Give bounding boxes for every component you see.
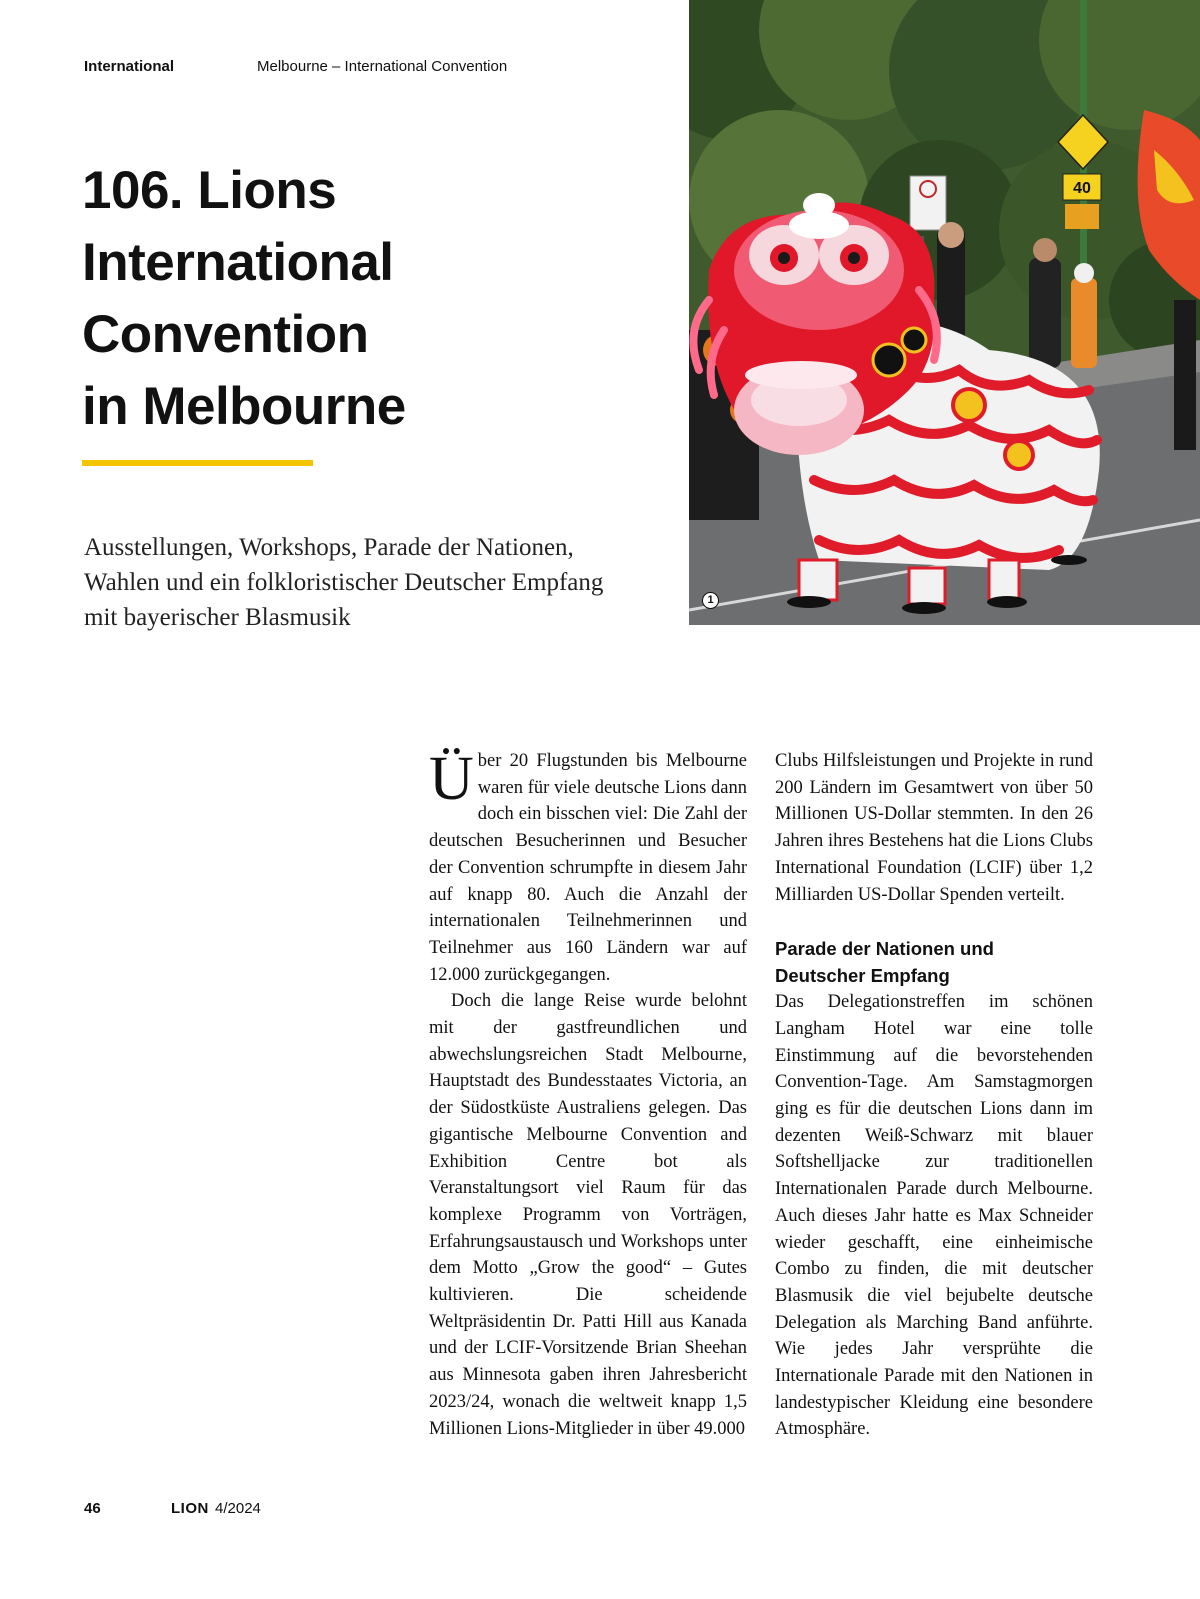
drop-cap: Ü: [429, 745, 474, 813]
accent-rule: [82, 460, 313, 466]
lion-dance-photo: [689, 0, 1200, 625]
article-title: [82, 155, 642, 443]
title-line: 106. Lions: [82, 161, 337, 220]
lead-line: Ausstellungen, Workshops, Parade der Nationen,: [84, 534, 574, 561]
magazine-name: LION: [171, 1500, 209, 1517]
title-line: Convention: [82, 305, 369, 364]
lead-text: [84, 530, 664, 635]
title-line: in Melbourne: [82, 377, 406, 436]
subheading-line: Parade der Nationen und: [775, 938, 994, 960]
issue-number: 4/2024: [215, 1500, 261, 1517]
body-paragraph-text: ber 20 Flugstunden bis Melbourne waren für viele deutsche Lions dann doch ein bisschen viel: Die Zahl der deutschen Besucherinnen und Besucher der Convention schrumpfte in diesem Jahr auf knapp 80. Auch die Anzahl der internationalen Teilnehmerinnen und Teilnehmer aus 160 Ländern war auf 12.000 zurückgegangen.: [429, 751, 747, 985]
page-number: 46: [84, 1500, 101, 1517]
speed-sign-text: 40: [1073, 180, 1091, 197]
title-line: International: [82, 233, 394, 292]
lead-line: mit bayerischer Blasmusik: [84, 604, 351, 631]
section-subheading: [775, 935, 1093, 989]
section-label: International: [84, 58, 175, 75]
body-column-2: [775, 748, 1093, 1443]
body-paragraph: [429, 745, 747, 988]
body-paragraph: Clubs Hilfsleistungen und Projekte in rund 200 Ländern im Gesamtwert von über 50 Millionen US-Dollar stemmten. In den 26 Jahren ihres Bestehens hat die Lions Clubs International Foundation (LCIF) über 1,2 Milliarden US-Dollar Spenden verteilt.: [775, 751, 1093, 905]
photo-number-badge: 1: [702, 592, 719, 609]
body-column-1: [429, 745, 747, 1442]
body-paragraph: Doch die lange Reise wurde belohnt mit der gastfreundlichen und abwechslungsreichen Stadt Melbourne, Hauptstadt des Bundesstaates Victoria, an der Südostküste Australiens gelegen. Das gigantische Melbourne Convention and Exhibition Centre bot als Veranstaltungsort viel Raum für das komplexe Programm von Vorträgen, Erfahrungsaustausch und Workshops unter dem Motto „Grow the good“ – Gutes kultivieren. Die scheidende Weltpräsidentin Dr. Patti Hill aus Kanada und der LCIF-Vorsitzende Brian Sheehan aus Minnesota gaben ihren Jahresbericht 2023/24, wonach die weltweit knapp 1,5 Millionen Lions-Mitglieder in über 49.000: [429, 991, 747, 1439]
lead-line: Wahlen und ein folkloristischer Deutscher Empfang: [84, 569, 604, 596]
body-paragraph: Das Delegationstreffen im schönen Langham Hotel war eine tolle Einstimmung auf die bevorstehenden Convention-Tage. Am Samstagmorgen ging es für die deutschen Lions dann im dezenten Weiß-Schwarz mit blauer Softshelljacke zur traditionellen Internationalen Parade durch Melbourne. Auch dieses Jahr hatte es Max Schneider wieder geschafft, eine einheimische Combo zu finden, die mit deutscher Blasmusik die viel bejubelte deutsche Delegation als Marching Band anführte. Wie jedes Jahr versprühte die Internationale Parade mit den Nationen in landestypischer Kleidung eine besondere Atmosphäre.: [775, 992, 1093, 1440]
subsection-label: Melbourne – International Convention: [257, 58, 508, 75]
subheading-line: Deutscher Empfang: [775, 965, 950, 987]
